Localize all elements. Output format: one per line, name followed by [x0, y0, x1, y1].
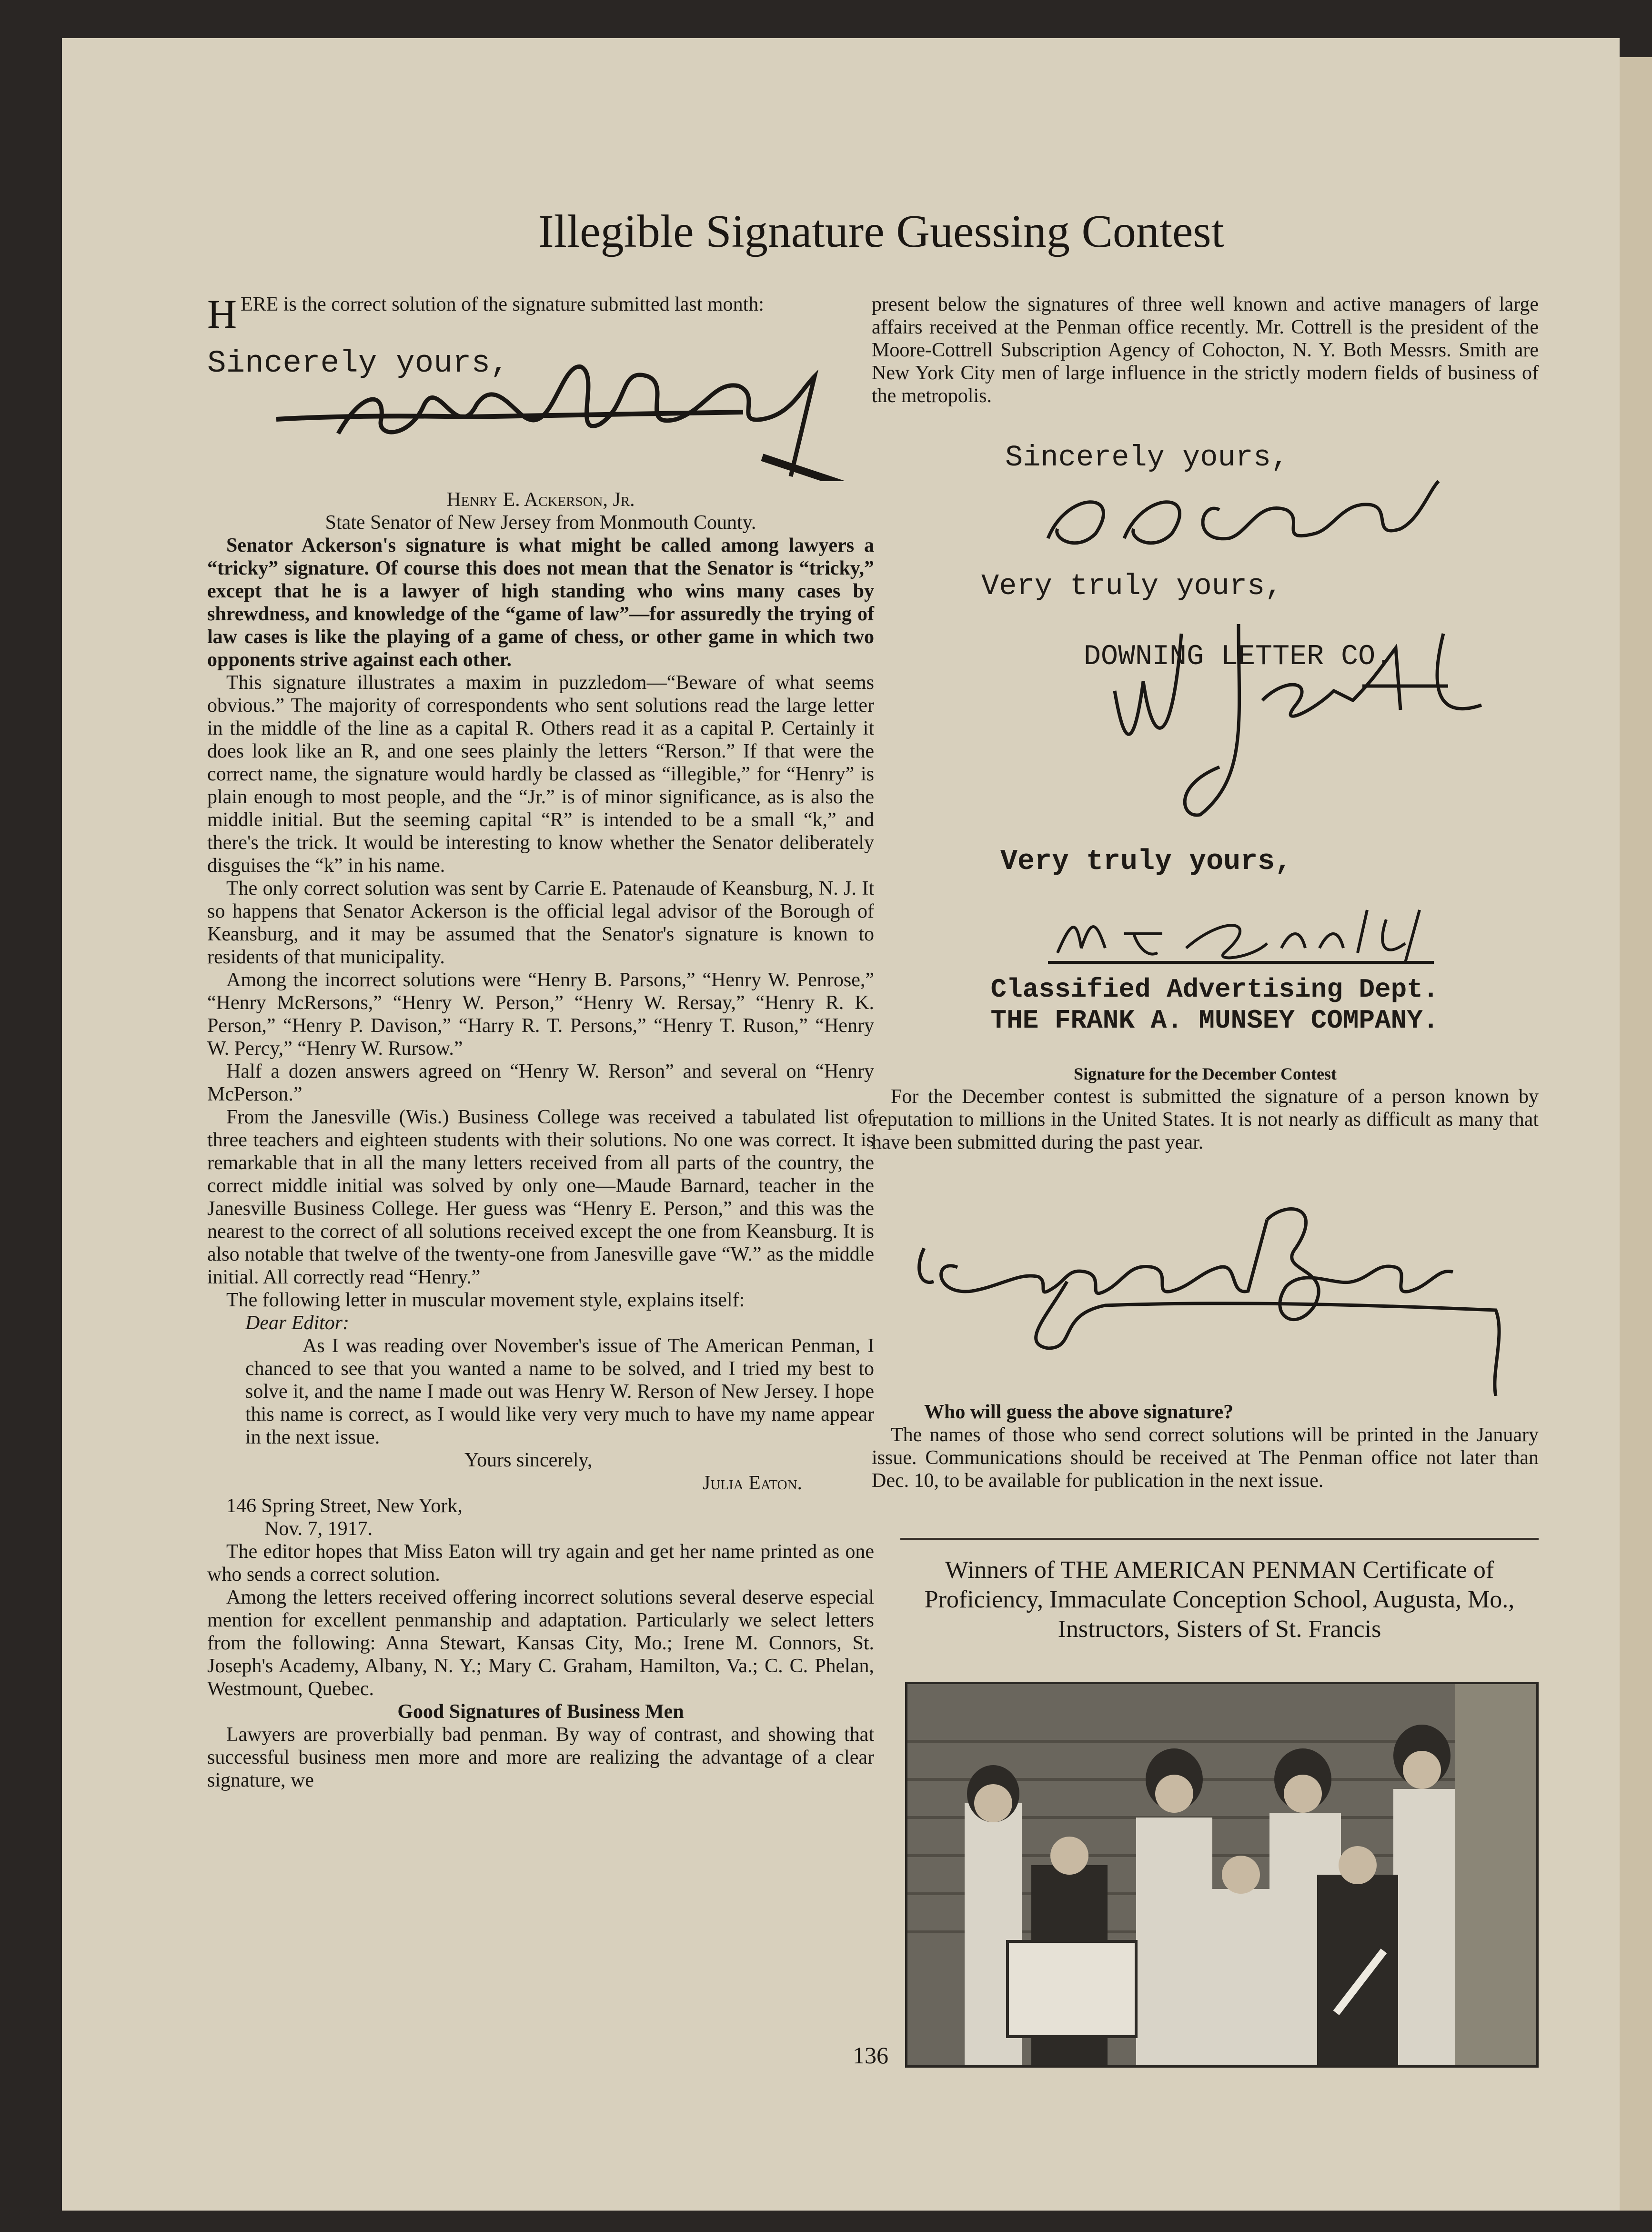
sig-c-typed: Very truly yours, [1000, 846, 1292, 878]
class-photo [905, 1682, 1539, 2068]
winners-caption: Winners of THE AMERICAN PENMAN Certificate of Proficiency, Immaculate Conception School, Augusta, Mo., Instructors, Sisters of St. Francis [924, 1556, 1515, 1643]
paragraph: Among the incorrect solutions were “Henry B. Parsons,” “Henry W. Penrose,” “Henry McRersons,” “Henry W. Person,” “Henry W. Rersay,” “Henry R. K. Person,” “Henry P. Davison,” “Harry R. T. Persons,” “Henry T. Ruson,” “Henry W. Percy,” “Henry W. Rursow.” [207, 969, 874, 1060]
letter-close: Yours sincerely, [464, 1449, 593, 1471]
divider [900, 1538, 1539, 1540]
letter-body: As I was reading over November's issue of The American Penman, I chanced to see that you wanted a name to be solved, and I tried my best to solve it, and the name I made out was Henry W. Rerson of New Jersey. I hope this name is correct, as I would like very very much to have my name appear in the next issue. [245, 1335, 874, 1448]
right-column-december [872, 1062, 1539, 1154]
page-title: Illegible Signature Guessing Contest [538, 206, 1224, 257]
paragraph: The only correct solution was sent by Carrie E. Patenaude of Keansburg, N. J. It so happens that Senator Ackerson is the official legal advisor of the Borough of Keansburg, and it may be assumed that the Senator's signature is known to residents of that municipality. [207, 878, 874, 968]
letter-signature: Julia Eaton. [703, 1472, 803, 1494]
subheading: Good Signatures of Business Men [397, 1701, 684, 1723]
left-column [207, 291, 874, 337]
right-column-intro [872, 293, 1539, 407]
subheading: Signature for the December Contest [1074, 1064, 1337, 1083]
adjacent-page-edge [1620, 57, 1652, 2211]
paragraph: The following letter in muscular movement style, explains itself: [226, 1289, 745, 1311]
right-column-question [872, 1401, 1539, 1492]
paragraph: This signature illustrates a maxim in puzzledom—“Beware of what seems obvious.” The majority of correspondents who sent solutions read the large letter in the middle of the line as a capital R. Others read it as a capital P. Certainly it does look like an R, and one sees plainly the letters “Rerson.” If that were the correct name, the signature would hardly be classed as “illegible,” for “Henry” is plain enough to most people, and the “Jr.” is of minor significance, as is also the middle initial. But the seeming capital “R” is intended to be a small “k,” and there's the trick. It would be interesting to know whether the Senator deliberately disguises the “k” in his name. [207, 672, 874, 877]
sig1-typed: Sincerely yours, [207, 345, 509, 381]
paragraph: From the Janesville (Wis.) Business College was received a tabulated list of three teachers and eighteen students with their solutions. No one was correct. It is remarkable that in all the many letters received from all parts of the country, the correct middle initial was solved by only one—Maude Barnard, teacher in the Janesville Business College. Her guess was “Henry E. Person,” and this was the nearest to the correct of all solutions received except the one from Keansburg. It is also notable that twelve of the twenty-one from Janesville gave “W.” as the middle initial. All correctly read “Henry.” [207, 1106, 874, 1288]
sig-c-dept: Classified Advertising Dept. [990, 974, 1439, 1005]
sig-a-typed: Sincerely yours, [1005, 441, 1289, 475]
letter-salutation: Dear Editor: [245, 1312, 350, 1334]
sig1-title: State Senator of New Jersey from Monmouth County. [325, 512, 756, 534]
letter-address: 146 Spring Street, New York, [226, 1495, 463, 1517]
evangeline-booth-signature [905, 1191, 1524, 1396]
paragraph: For the December contest is submitted the signature of a person known by reputation to millions in the United States. It is not nearly as difficult as many that have been submitted during the past year. [872, 1086, 1539, 1153]
letter-date: Nov. 7, 1917. [264, 1518, 373, 1540]
intro-paragraph: HERE is the correct solution of the signature submitted last month: [207, 291, 764, 337]
paragraph: The names of those who send correct solutions will be printed in the January issue. Communications should be received at The Penman office not later than Dec. 10, to be available for publication in the next issue. [872, 1424, 1539, 1492]
sig-b-company: DOWNING LETTER CO. [1084, 641, 1393, 673]
paragraph: present below the signatures of three well known and active managers of large affairs received at the Penman office recently. Mr. Cottrell is the president of the Moore-Cottrell Subscription Agency of Cohocton, N. Y. Both Messrs. Smith are New York City men of large influence in the strictly modern fields of business of the metropolis. [872, 293, 1539, 407]
smith-signature-1 [1067, 596, 1486, 819]
smith-signature-2 [1043, 900, 1443, 977]
drop-cap: H [207, 291, 237, 337]
sig1-name: Henry E. Ackerson, Jr. [446, 489, 635, 511]
paragraph: Lawyers are proverbially bad penman. By way of contrast, and showing that successful business men more and more are realizing the advantage of a clear signature, we [207, 1724, 874, 1791]
sig-b-typed: Very truly yours, [981, 569, 1283, 603]
paragraph: Among the letters received offering incorrect solutions several deserve especial mention for excellent penmanship and adaptation. Particularly we select letters from the following: Anna Stewart, Kansas City, Mo.; Irene M. Connors, St. Joseph's Academy, Albany, N. Y.; Mary C. Graham, Hamilton, Va.; C. C. Phelan, Westmount, Quebec. [207, 1586, 874, 1700]
sig-c-company: THE FRANK A. MUNSEY COMPANY. [990, 1005, 1439, 1036]
left-column-body [207, 488, 874, 1792]
question: Who will guess the above signature? [924, 1401, 1234, 1423]
paragraph: Senator Ackerson's signature is what might be called among lawyers a “tricky” signature. Of course this does not mean that the Senator is “tricky,” except that he is a lawyer of high standing who wins many cases by shrewdness, and knowledge of the “game of law”—for assuredly the trying of law cases is like the playing of a game of chess, or other game in which two opponents strive against each other. [207, 535, 874, 671]
cottrell-signature [1038, 472, 1448, 557]
paragraph: The editor hopes that Miss Eaton will try again and get her name printed as one who sends a correct solution. [207, 1541, 874, 1586]
page-number: 136 [853, 2042, 888, 2069]
paragraph: Half a dozen answers agreed on “Henry W. Rerson” and several on “Henry McPerson.” [207, 1060, 874, 1105]
ackerson-signature [267, 348, 876, 481]
